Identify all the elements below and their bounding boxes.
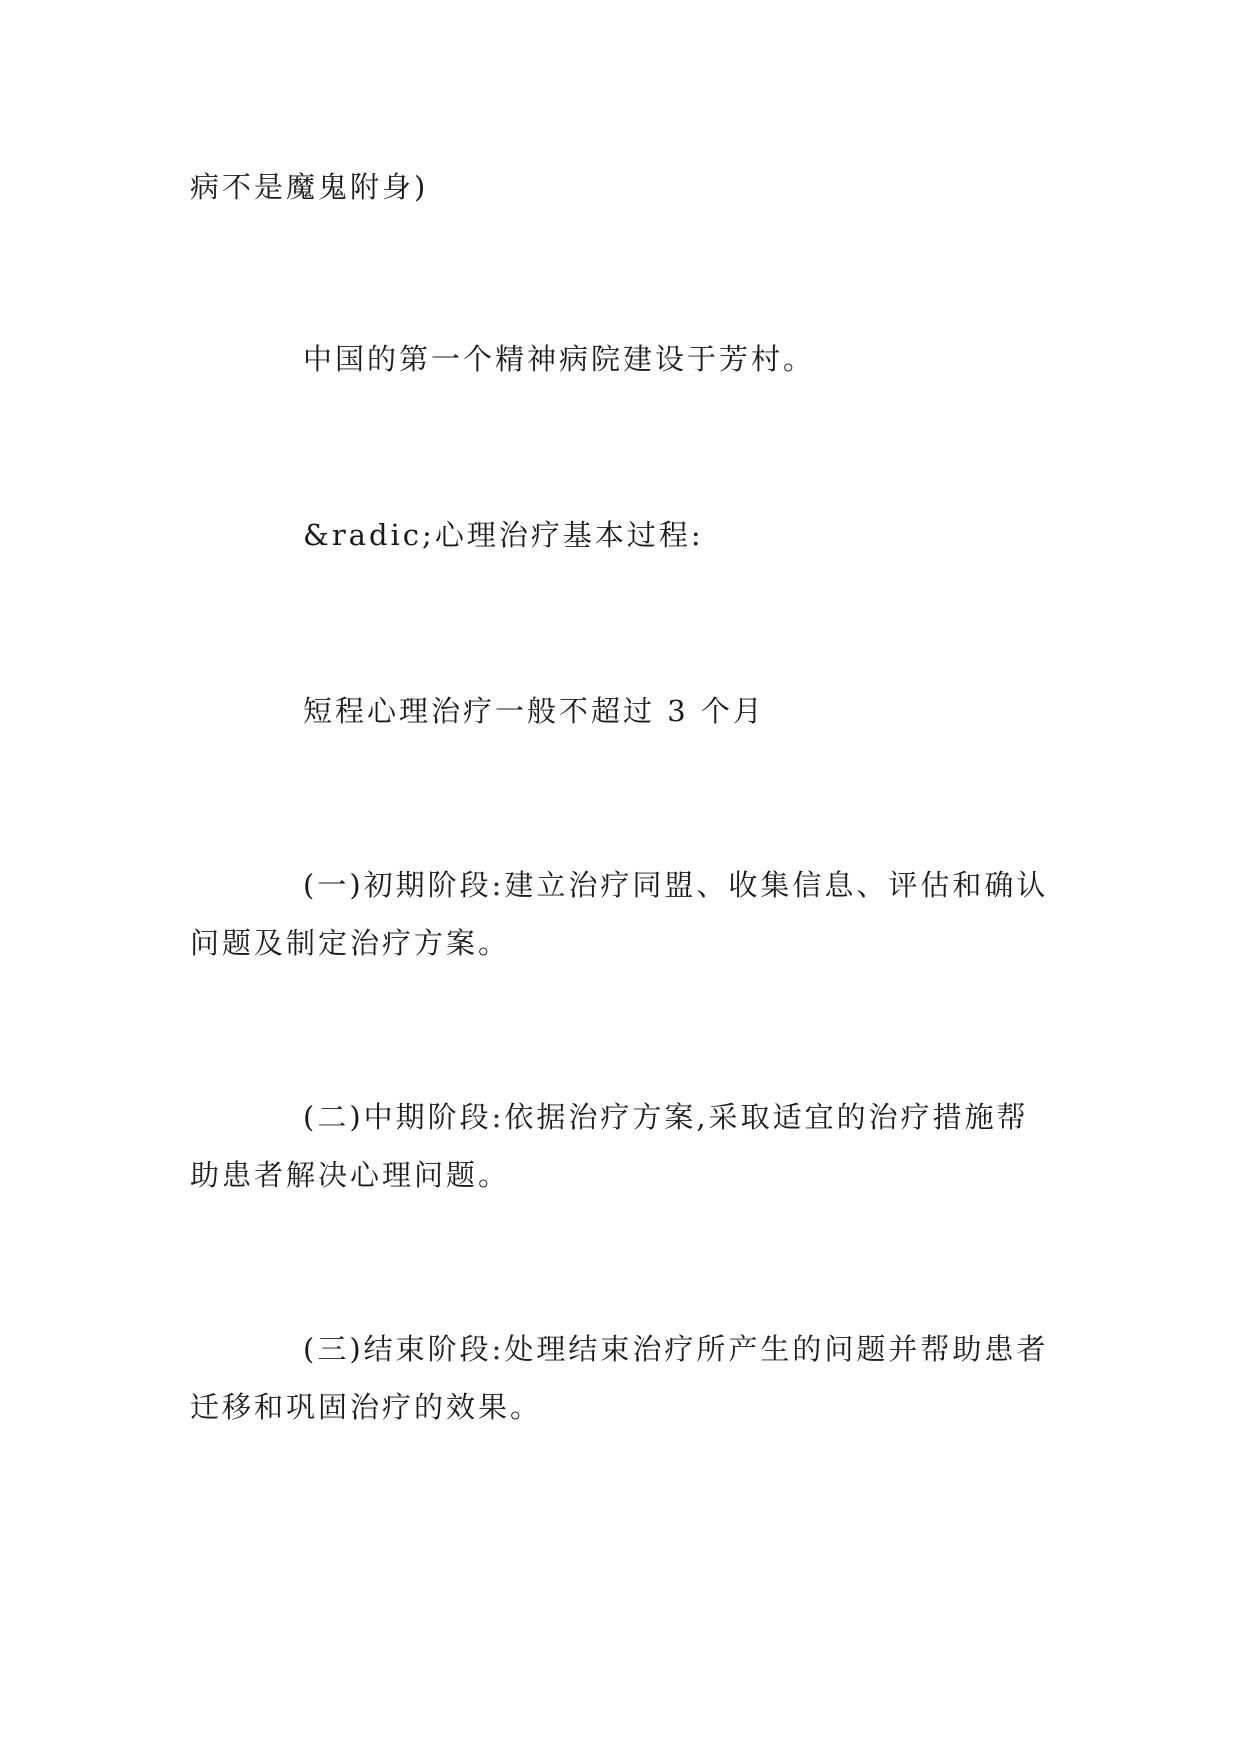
paragraph-initial-stage: (一)初期阶段:建立治疗同盟、收集信息、评估和确认问题及制定治疗方案。 xyxy=(190,868,1049,960)
paragraph-short-term-therapy: 短程心理治疗一般不超过 3 个月 xyxy=(303,694,765,728)
paragraph-middle-stage: (二)中期阶段:依据治疗方案,采取适宜的治疗措施帮助患者解决心理问题。 xyxy=(190,1100,1029,1192)
paragraph-final-stage: (三)结束阶段:处理结束治疗所产生的问题并帮助患者迁移和巩固治疗的效果。 xyxy=(190,1332,1049,1424)
paragraph-first-hospital: 中国的第一个精神病院建设于芳村。 xyxy=(303,342,816,376)
paragraph-continuation: 病不是魔鬼附身) xyxy=(190,170,429,204)
paragraph-therapy-process-heading: &radic;心理治疗基本过程: xyxy=(303,518,704,552)
